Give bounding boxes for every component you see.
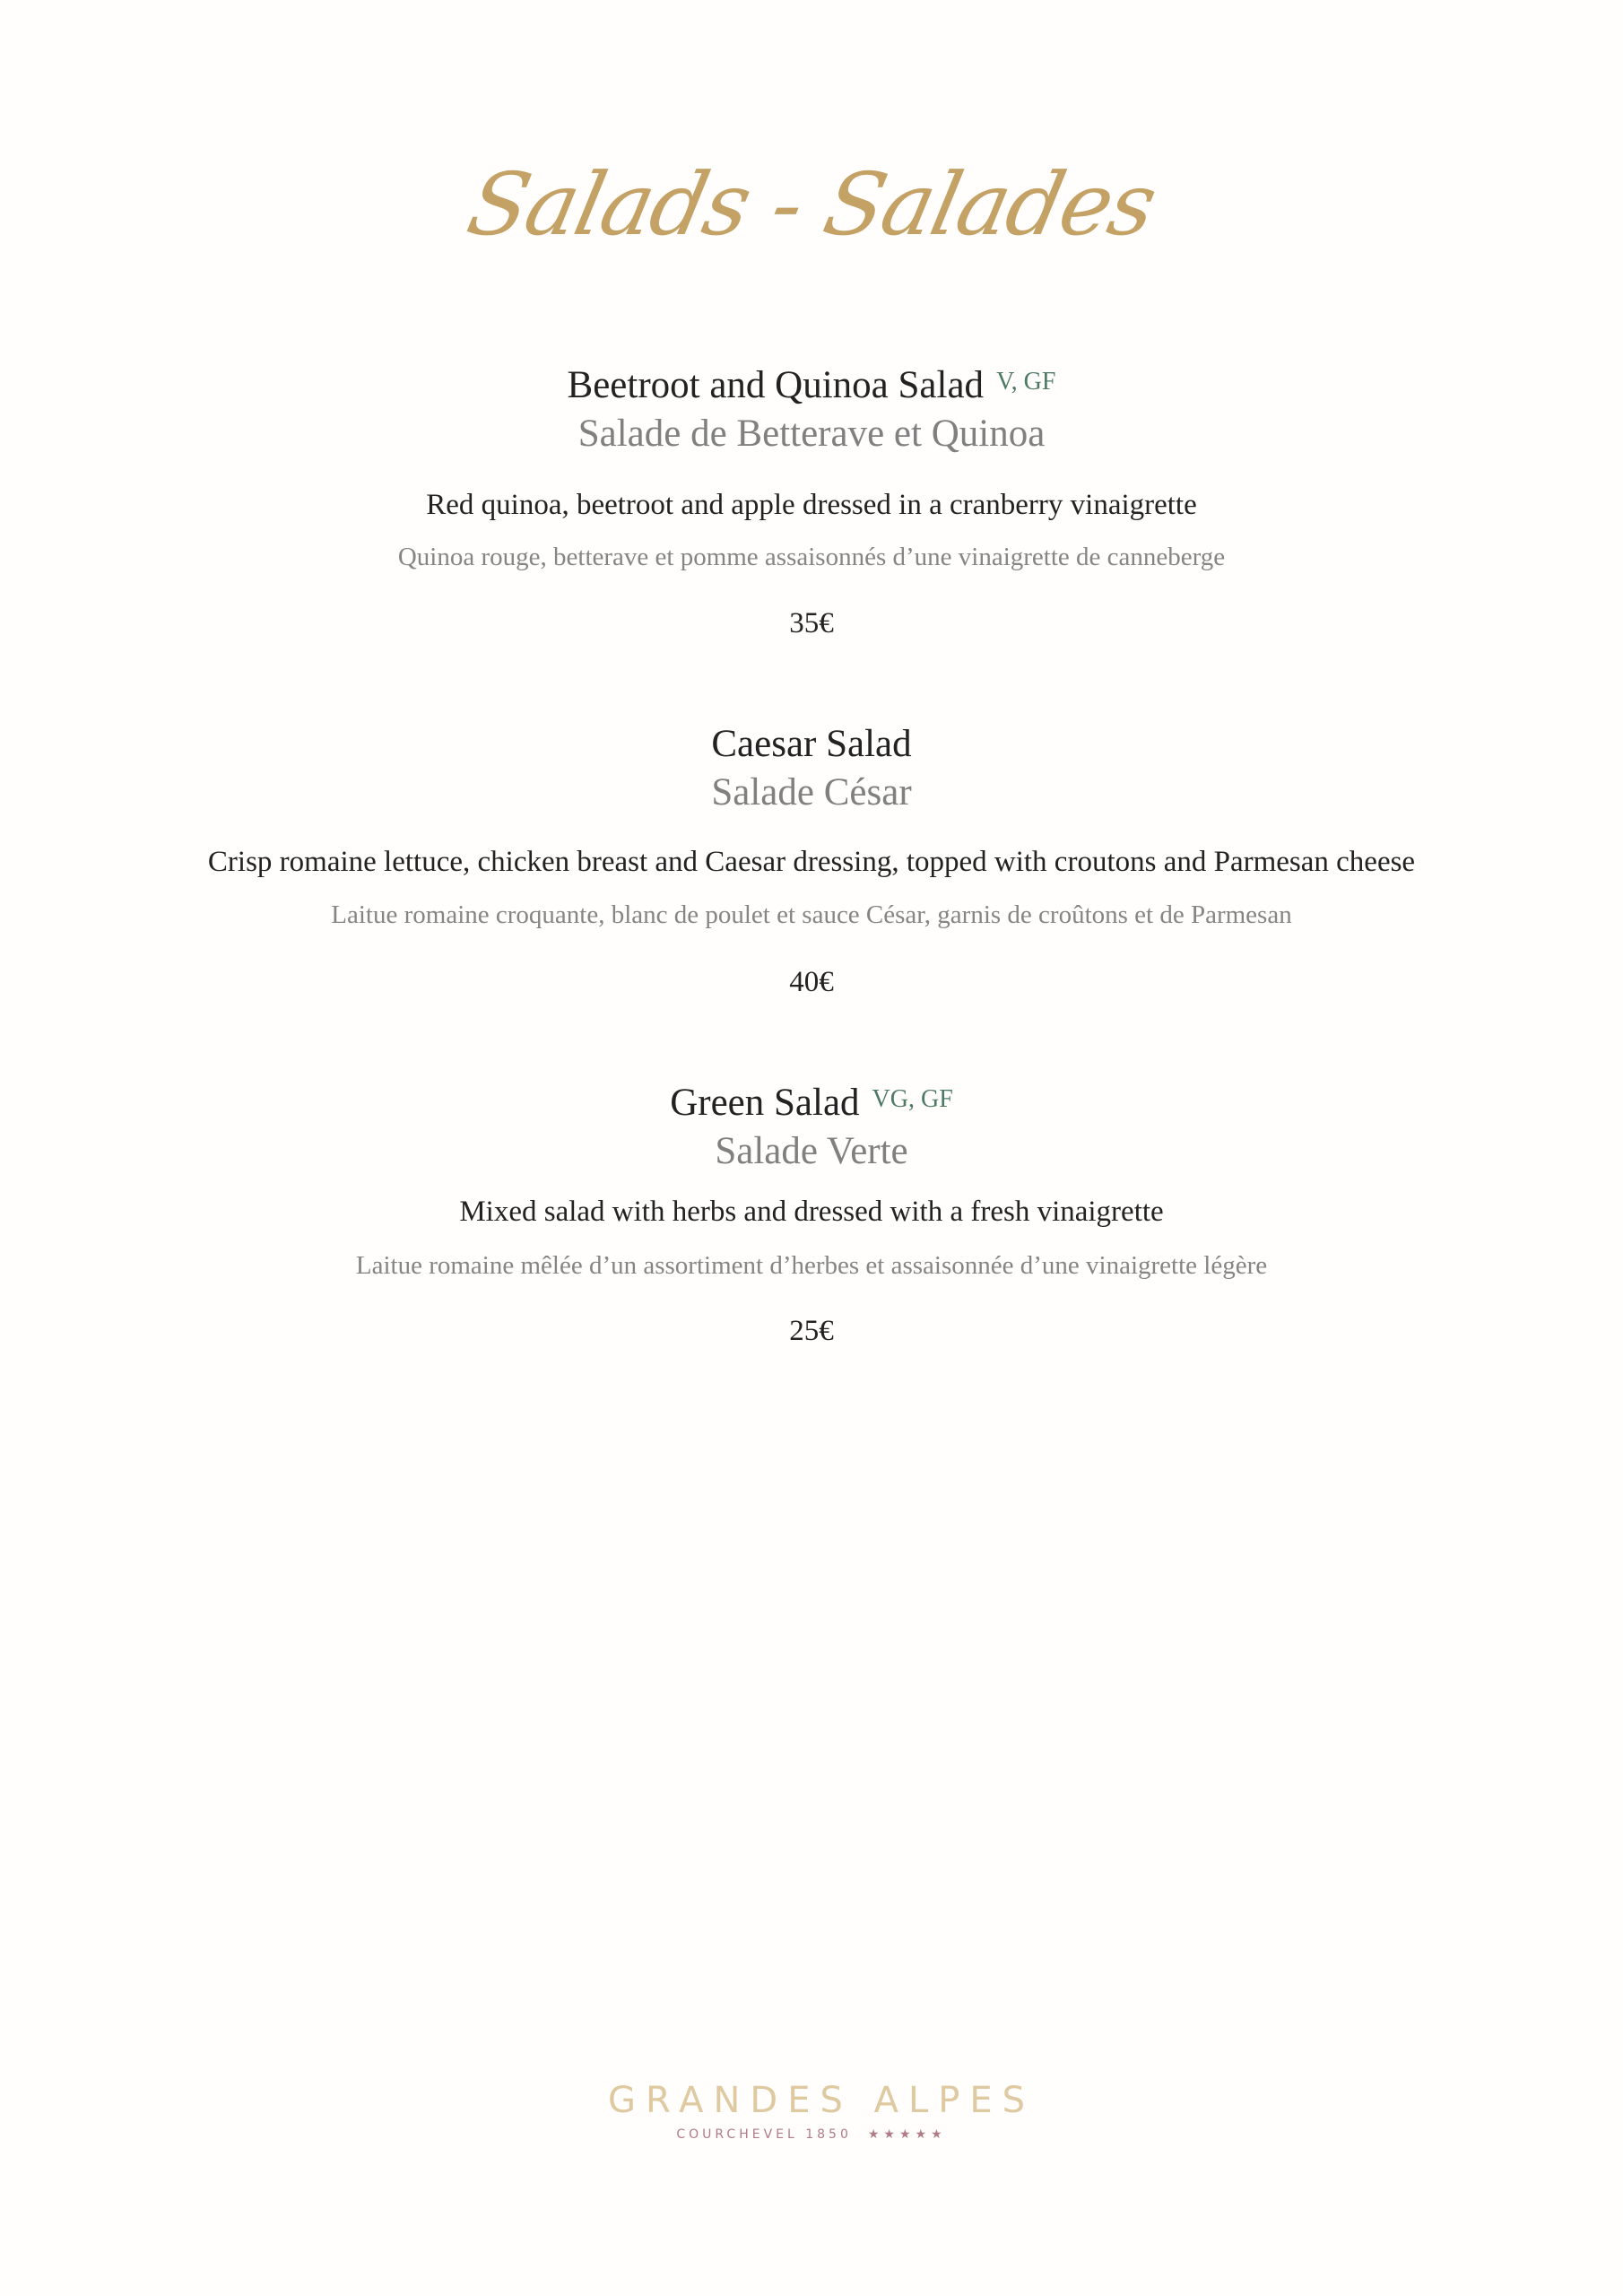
hotel-logo-subtitle [0,2128,1623,2141]
dish-price: 35€ [789,607,834,639]
dish-name-en: Beetroot and Quinoa Salad [567,364,985,406]
dish-price: 25€ [789,1315,834,1347]
dish-description-fr: Laitue romaine croquante, blanc de poulet et sauce César, garnis de croûtons et de Parmesan [331,900,1292,929]
hotel-logo-name: GRANDES ALPES [607,2080,1036,2121]
star-rating-icon: ★★★★★ [867,2127,947,2142]
dish-name-fr: Salade Verte [715,1130,908,1172]
dish-description-fr: Laitue romaine mêlée d’un assortiment d’herbes et assaisonnée d’une vinaigrette légère [355,1251,1268,1280]
dish-description-fr: Quinoa rouge, betterave et pomme assaisonnés d’une vinaigrette de canneberge [397,543,1226,571]
dietary-tags: VG, GF [872,1085,953,1113]
dish-name-fr: Salade César [711,771,912,813]
dish-name [0,366,1623,404]
dish-description-en: Crisp romaine lettuce, chicken breast and Caesar dressing, topped with croutons and Parmesan cheese [207,846,1416,878]
dish-name-en: Caesar Salad [711,723,912,765]
dish-description-en: Red quinoa, beetroot and apple dressed in a cranberry vinaigrette [426,489,1197,521]
dish-name-en: Green Salad [670,1082,860,1124]
menu-title: Salads - Salades [459,154,1164,255]
dish-price: 40€ [789,966,834,998]
dietary-tags: V, GF [996,368,1056,396]
logo-location: COURCHEVEL 1850 [676,2127,852,2142]
dish-name [0,1083,1623,1122]
dish-name [0,725,1623,763]
dish-name-fr: Salade de Betterave et Quinoa [577,413,1046,455]
dish-description-en: Mixed salad with herbs and dressed with a fresh vinaigrette [459,1196,1164,1228]
